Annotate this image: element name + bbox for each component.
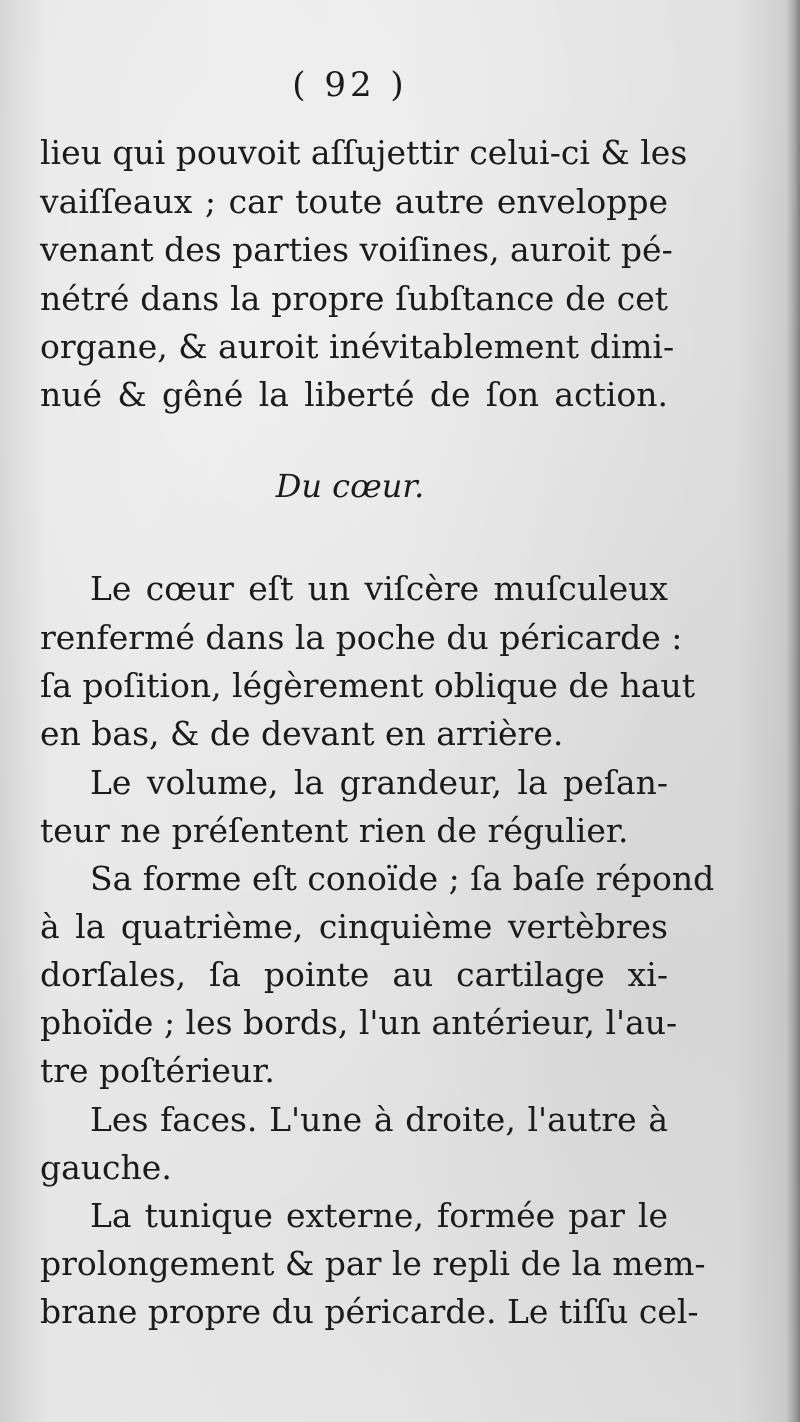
- text-line: ſa poſition, légèrement oblique de haut: [40, 666, 696, 705]
- text-line: phoïde ; les bords, l'un antérieur, l'au-: [40, 1003, 678, 1042]
- text-line: teur ne préſentent rien de régulier.: [40, 811, 629, 850]
- text-line: Le cœur eſt un viſcère muſculeux: [90, 569, 668, 608]
- page-edge-shadow: [786, 0, 800, 1422]
- text-line: lieu qui pouvoit aſſujettir celui-ci & les: [40, 133, 688, 172]
- text-line: organe, & auroit inévitablement dimi-: [40, 327, 675, 366]
- text-line: Le volume, la grandeur, la peſan-: [90, 763, 668, 802]
- text-line: brane propre du péricarde. Le tiſſu cel-: [40, 1292, 699, 1331]
- text-line: en bas, & de devant en arrière.: [40, 714, 564, 753]
- text-line: gauche.: [40, 1148, 172, 1187]
- text-line: nué & gêné la liberté de ſon action.: [40, 375, 668, 414]
- text-line: Sa forme eſt conoïde ; ſa baſe répond: [90, 859, 715, 898]
- text-line: tre poſtérieur.: [40, 1051, 275, 1090]
- text-line: Les faces. L'une à droite, l'autre à: [90, 1100, 668, 1139]
- page-number: ( 92 ): [292, 65, 408, 105]
- text-line: La tunique externe, formée par le: [90, 1196, 668, 1235]
- text-line: à la quatrième, cinquième vertèbres: [40, 907, 668, 946]
- section-heading: Du cœur.: [275, 467, 425, 505]
- text-line: nétré dans la propre ſubſtance de cet: [40, 279, 668, 318]
- text-line: venant des parties voiſines, auroit pé-: [40, 230, 673, 269]
- text-line: vaiſſeaux ; car toute autre enveloppe: [40, 182, 668, 221]
- text-line: dorſales, ſa pointe au cartilage xi-: [40, 955, 668, 994]
- text-line: renfermé dans la poche du péricarde :: [40, 618, 683, 657]
- text-line: prolongement & par le repli de la mem-: [40, 1244, 706, 1283]
